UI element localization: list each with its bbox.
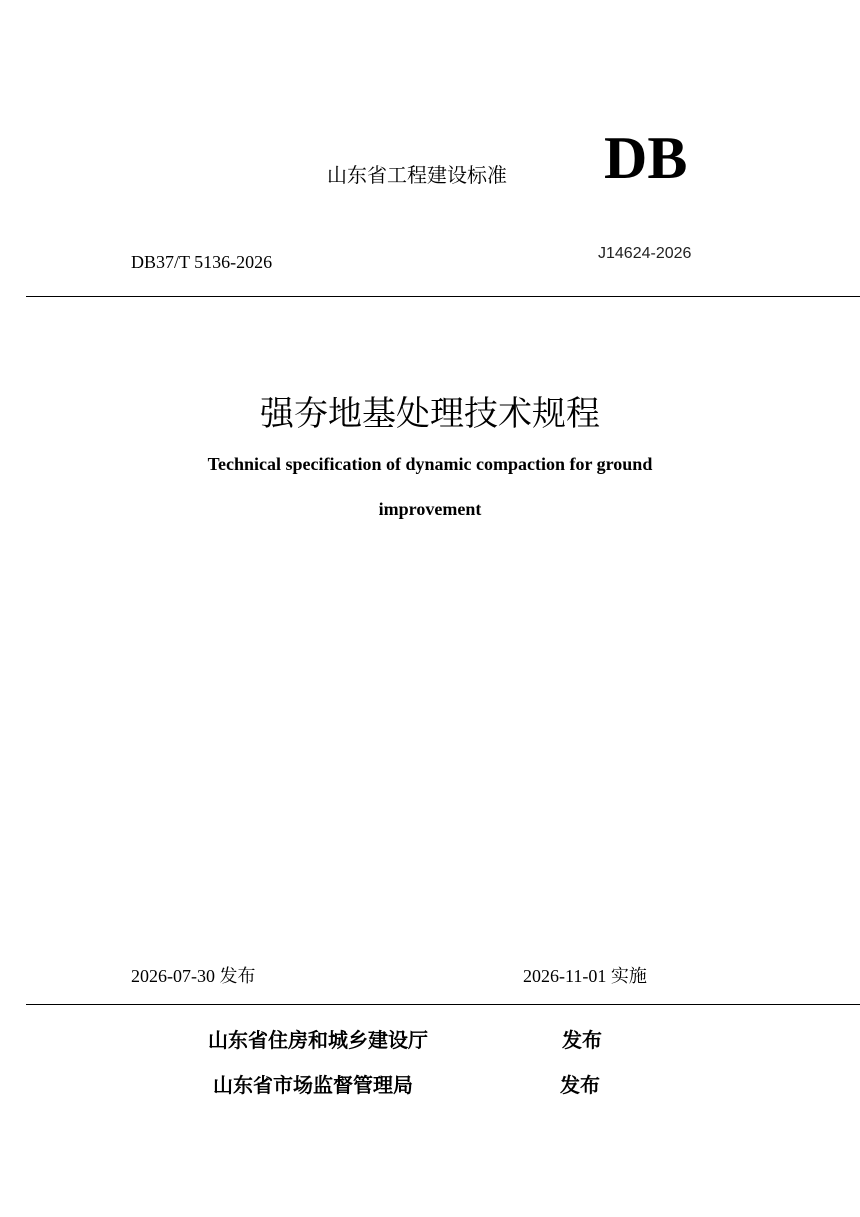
db-mark: DB [604,125,688,191]
publisher-action: 发布 [562,1028,602,1052]
title-english-line2: improvement [378,499,482,519]
title-chinese: 强夯地基处理技术规程 [260,394,600,434]
implementation-date: 2026-11-01 实施 [523,966,647,986]
standard-number: DB37/T 5136-2026 [131,252,273,272]
publisher-name: 山东省市场监督管理局 [213,1073,413,1097]
standard-category: 山东省工程建设标准 [327,163,507,187]
filing-number: J14624-2026 [598,245,692,262]
publisher-action: 发布 [560,1073,600,1097]
top-divider [26,296,860,297]
title-english-line1: Technical specification of dynamic compaction for ground [207,454,653,474]
issue-date: 2026-07-30 发布 [131,966,256,986]
bottom-divider [26,1004,860,1005]
publisher-name: 山东省住房和城乡建设厅 [208,1028,428,1052]
